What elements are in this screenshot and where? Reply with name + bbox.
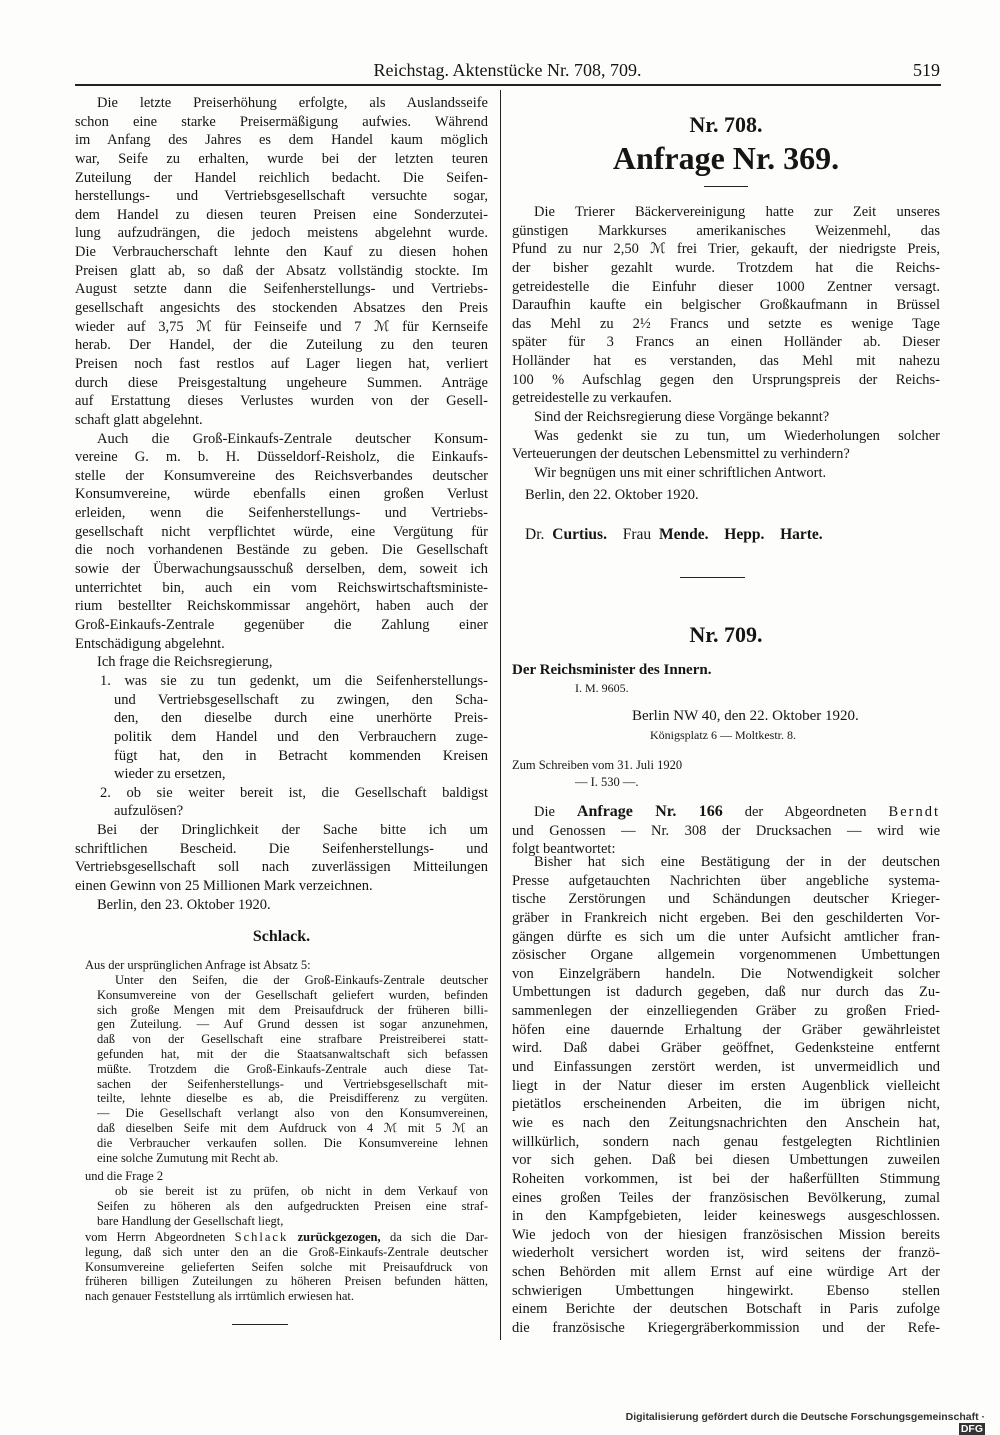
text-line: durch diese Preisgestaltung ungeheure Summen. Anträge (75, 374, 488, 391)
text-line (85, 1230, 488, 1245)
text-line: legung, daß sich unter den an die Groß-Einkaufs-Zentrale deutscher (85, 1244, 488, 1259)
column-divider (500, 90, 501, 1340)
text-line: Wie jedoch von der hiesigen französischen Mission bereits (512, 1226, 940, 1243)
text-line: die noch vorhandenen Bestände zu geben. Die Gesellschaft (75, 542, 488, 559)
text-line: früheren billigen Zuteilungen zu höheren Preisen befunden hätten, (85, 1274, 488, 1289)
text-line: im Anfang des Jahres es dem Handel kaum möglich (75, 132, 488, 149)
text-line: herstellungs- und Vertriebsgesellschaft versuchte sogar, (75, 188, 488, 205)
text-line: teilte, lehnte dieselbe es ab, die Preisdifferenz zu vergüten. (97, 1091, 488, 1106)
text-line: wie es nach den Zeitungsnachrichten den Anschein hat, (512, 1114, 940, 1131)
text-line: Konsumvereine gelieferten Seifen solche mit Preisaufdruck von (85, 1259, 488, 1274)
text-line: Bei der Dringlichkeit der Sache bitte ich um (97, 822, 488, 838)
header-rule (75, 84, 941, 86)
text-line: 2. ob sie weiter bereit ist, die Gesellschaft baldigst (100, 784, 488, 801)
text-line: die Verbraucher verkaufen sollen. Die Konsumvereine lehnen (97, 1135, 488, 1150)
text-line: von Einzelgräbern handeln. Die Notwendigkeit solcher (512, 965, 940, 982)
text-line: Daraufhin kaufte ein belgischer Großkaufmann in Brüssel (512, 297, 940, 314)
nr-708-heading: Nr. 708. (689, 112, 763, 137)
text-line: schen Behörden mit allem Ernst auf eine würdige Art der (512, 1264, 940, 1281)
dfg-logo: DFG (960, 1423, 983, 1435)
text-line: aufzulösen? (114, 803, 184, 820)
bold-text: zurückgezogen, (297, 1230, 381, 1244)
text-line: politik dem Handel und den Verbrauchern zuge- (114, 728, 488, 745)
text-line: Pfund zu nur 2,50 ℳ frei Trier, gekauft, der niedrigste Preis, (512, 241, 940, 258)
text-line: stelle der Konsumvereine des Reichsverbandes deutscher (75, 467, 488, 484)
text-line: einem Berichte der deutschen Botschaft in Paris zufolge (512, 1301, 940, 1318)
text-line: müßte. Trotzdem die Groß-Einkaufs-Zentrale auch diese Tat- (97, 1061, 488, 1076)
note-end (85, 1230, 488, 1304)
text-line: nach genauer Feststellung als irrtümlich erwiesen hat. (85, 1289, 355, 1304)
text-line (512, 803, 940, 822)
title-rule (704, 186, 748, 187)
text-line: Auch die Groß-Einkaufs-Zentrale deutscher Konsum- (97, 430, 488, 447)
text-line: eines großen Teiles der französischen Bevölkerung, zumal (512, 1189, 940, 1206)
text: Dr. (525, 526, 545, 543)
anfrage-166: Anfrage Nr. 166 (576, 803, 723, 820)
text-line: schriftlichen Bescheid. Die Seifenherstellungs- und (75, 840, 488, 857)
text-line: günstigen Markkurses amerikanisches Weizenmehl, das (512, 222, 940, 239)
text-line: sammenlegen der einzelliegenden Gräber zu großen Fried- (512, 1003, 940, 1020)
text-line: der bisher gezahlt wurde. Trotzdem hat die Reichs- (512, 259, 940, 276)
quote-absatz-5 (97, 973, 488, 1165)
address: Königsplatz 6 — Moltkestr. 8. (650, 728, 796, 742)
text-line: 1. was sie zu tun gedenkt, um die Seifenherstellungs- (100, 673, 488, 689)
reply-reference: — I. 530 —. (575, 775, 639, 789)
text-line: Seifen zu höheren als den aufgedruckten Preisen eine straf- (97, 1198, 488, 1213)
name-berndt: Berndt (888, 804, 940, 820)
text-line: wieder auf 3,75 ℳ für Feinseife und 7 ℳ für Kernseife (75, 318, 488, 335)
text-line: herab. Der Handel, der die Zuteilung zu den teuren (75, 337, 488, 354)
text-line: Konsumvereine von der Gesellschaft geliefert wurden, befinden (97, 987, 488, 1002)
text-line: sich große Mengen mit dem Preisaufdruck der früheren billi- (97, 1002, 488, 1017)
text-line: in den Kampfgebieten, leider keineswegs ausgeschlossen. (512, 1208, 940, 1225)
text-line: Die letzte Preiserhöhung erfolgte, als Auslandsseife (97, 95, 488, 111)
text-line: sachen der Seifenherstellungs- und Vertriebsgesellschaft mit- (97, 1076, 488, 1091)
text-line: Die Verbraucherschaft lehnte den Kauf zu diesen hohen (75, 244, 488, 261)
text-line: dem Handel zu diesen teuren Preisen eine Sonderzutei- (75, 206, 488, 223)
text-line: Was gedenkt sie zu tun, um Wiederholungen solcher (534, 427, 940, 444)
signer-harte: Harte. (780, 526, 823, 543)
text-line: bare Handlung der Gesellschaft liegt, (97, 1213, 284, 1228)
text-line: Unter den Seifen, die der Groß-Einkaufs-Zentrale deutscher (115, 973, 488, 987)
note-end-lines (85, 1245, 488, 1304)
note-mid (85, 1169, 488, 1184)
footer-credit (600, 1411, 985, 1435)
text-line: liegt in der Natur dieser im ersten Augenblick vielleicht (512, 1077, 940, 1094)
text-line: tische Zerstörungen und Schändungen deutscher Krieger- (512, 891, 940, 908)
anfrage-369-text (512, 203, 940, 483)
left-text (75, 94, 488, 672)
text-line: und Genossen — Nr. 308 der Drucksachen — wird wie (512, 822, 940, 839)
text-line: Presse aufgetauchten Nachrichten über angebliche systema- (512, 872, 940, 889)
text-line: gesellschaft angesichts des stockenden Absatzes den Preis (75, 300, 488, 317)
text-line: Zuteilung der Handel reichlich bedacht. Die Seifen- (75, 169, 488, 186)
signers (525, 526, 823, 544)
text-line: das Mehl zu 2½ Francs und setzte es wenige Tage (512, 315, 940, 332)
text: Frau (622, 526, 652, 543)
answer-intro (512, 803, 940, 859)
quote-frage-2 (97, 1184, 488, 1228)
text-line: Bisher hat sich eine Bestätigung der in der deutschen (534, 854, 940, 870)
text-line: 100 % Aufschlag gegen den Ursprungspreis der Reichs- (512, 371, 940, 388)
text-line: auf Erstattung dieses Verlustes wurden von der Gesell- (75, 393, 488, 410)
text-line: den, den dieselbe durch eine unerhörte Preis- (114, 710, 488, 727)
text-line: Wir begnügen uns mit einer schriftlichen Antwort. (534, 464, 827, 481)
page-number: 519 (913, 60, 940, 80)
reference-number: I. M. 9605. (575, 681, 629, 695)
text-line: wird. Daß dabei Gräber geöffnet, Gedenksteine entfernt (512, 1040, 940, 1057)
text: Die (534, 804, 555, 820)
text-line: Konsumvereine, würde ebenfalls einen großen Verlust (75, 486, 488, 503)
name-schlack: Schlack (234, 1230, 289, 1244)
signer-curtius: Curtius. (552, 526, 607, 543)
text-line: zösischer Organe allgemein vorgenommenen Umbettungen (512, 947, 940, 964)
text-line: sowie der Überwachungsausschuß derselben, dem, soweit ich (75, 561, 488, 578)
answer-text (512, 853, 940, 1338)
text-line: getreidestelle zu verkaufen. (512, 390, 672, 407)
text-line: gesellschaft nicht verpflichtet würde, eine Vergütung für (75, 523, 488, 540)
text-line: daß von der Gesellschaft eine strafbare Preistreiberei statt- (97, 1032, 488, 1047)
text-line: August setzte dann die Seifenherstellungs- und Vertriebs- (75, 281, 488, 298)
running-header: Reichstag. Aktenstücke Nr. 708, 709. (373, 60, 642, 80)
place-date: Berlin NW 40, den 22. Oktober 1920. (632, 708, 859, 724)
text-line: eine solche Zumutung mit Recht ab. (97, 1150, 279, 1165)
text-line: gen Zuteilung. — Auf Grund dessen ist sogar anzunehmen, (97, 1017, 488, 1032)
text: der Abgeordneten (744, 804, 867, 820)
text-line: fügt hat, den in Betracht kommenden Kreisen (114, 747, 488, 764)
text-line: Groß-Einkaufs-Zentrale gegenüber die Zahlung einer (75, 616, 488, 633)
text-line: daß dieselben Seife mit dem Aufdruck von 4 ℳ mit 5 ℳ an (97, 1120, 488, 1135)
text-line: schon eine starke Preisermäßigung aufwies. Während (75, 113, 488, 130)
sender: Der Reichsminister des Innern. (512, 662, 712, 678)
text-line: getreidestelle die Einfuhr dieser 1000 Zentner versagt. (512, 278, 940, 295)
text-line: rium bestellter Reichskommissar angehört, haben auch der (75, 598, 488, 615)
text-line: und die Frage 2 (85, 1169, 164, 1183)
text: vom Herrn Abgeordneten (85, 1230, 226, 1244)
text-line: vor sich gehen. Daß bei diesen Umbettungen zuweilen (512, 1152, 940, 1169)
anfrage-369-title: Anfrage Nr. 369. (612, 140, 840, 176)
text-line: Die Trierer Bäckervereinigung hatte zur Zeit unseres (534, 204, 940, 220)
text-line: Umbettungen ist dadurch gegeben, daß nur durch das Zu- (512, 984, 940, 1001)
credit-text: Digitalisierung gefördert durch die Deutsche Forschungsgemeinschaft · (625, 1411, 985, 1423)
text-line: Preisen glatt ab, so daß der Absatz vollständig stockte. Im (75, 262, 488, 279)
text-line: Verteuerungen der deutschen Lebensmittel zu verhindern? (512, 446, 850, 463)
text-line: schaft glatt abgelehnt. (75, 411, 203, 428)
text-line: Ich frage die Reichsregierung, (97, 654, 273, 671)
text-line: höfen eine dauernde Erhaltung der Gräber gewährleistet (512, 1021, 940, 1038)
text-line: gefunden hat, mit der die Staatsanwaltschaft sich befassen (97, 1046, 488, 1061)
text-line: Sind der Reichsregierung diese Vorgänge bekannt? (534, 409, 830, 426)
text-line: erleiden, wenn die Seifenherstellungs- und Vertriebs- (75, 505, 488, 522)
text-line: ob sie bereit ist zu prüfen, ob nicht in dem Verkauf von (115, 1184, 488, 1198)
nr-709-heading: Nr. 709. (689, 622, 763, 647)
text-line: gräber in Frankreich nicht ergeben. Bei den geschilderten Vor- (512, 909, 940, 926)
reply-to: Zum Schreiben vom 31. Juli 1920 (512, 758, 683, 772)
text-line: die französische Kriegergräberkommission und der Refe- (512, 1320, 940, 1337)
date-708: Berlin, den 22. Oktober 1920. (525, 487, 699, 503)
text-line: und Vertriebsgesellschaft zu zwingen, den Scha- (114, 691, 488, 708)
text-line: war, Seife zu erhalten, wurde bei der letzten teuren (75, 150, 488, 167)
note-intro (85, 958, 488, 973)
end-rule (232, 1324, 288, 1325)
text-line: Preisen noch fast restlos auf Lager liegen hat, verliert (75, 355, 488, 372)
text-line: lung aufzudrängen, die jedoch meistens abgelehnt wurde. (75, 225, 488, 242)
text-line: — Die Gesellschaft verlangt also von den Konsumvereinen, (97, 1106, 488, 1121)
text-line: unterrichtet bin, auch ein vom Reichswirtschaftsministe- (75, 579, 488, 596)
text-line: wieder zu ersetzen, (114, 766, 226, 783)
text-line: und Einfassungen zerstört werden, ist unvermeidlich und (512, 1059, 940, 1076)
text-line: pietätlos erscheinenden Arbeiten, die im übrigen nicht, (512, 1096, 940, 1113)
question-list (100, 672, 488, 821)
signer-mende: Mende. (659, 526, 709, 543)
signature-schlack: Schlack. (252, 928, 311, 945)
text-line: Holländer hat es verstanden, das Mehl mit nahezu (512, 353, 940, 370)
text-line: wiederholt versichert worden ist, wird seitens der franzö- (512, 1245, 940, 1262)
text-line: Berlin, den 23. Oktober 1920. (97, 896, 271, 913)
text-line: Roheiten vorkommen, ist bei der haßerfüllten Stimmung (512, 1170, 940, 1187)
text-line: Vertriebsgesellschaft soll nach zuverlässigen Mitteilungen (75, 859, 488, 876)
text-line: später für 3 Francs an einen Holländer ab. Dieser (512, 334, 940, 351)
text-line: vereine G. m. b. H. Düsseldorf-Reisholz, die Einkaufs- (75, 449, 488, 466)
section-rule (680, 577, 745, 578)
text-line: schwierigen Umbettungen hingewirkt. Ebenso stellen (512, 1282, 940, 1299)
text-line: willkürlich, sondern nach genau festgelegten Richtlinien (512, 1133, 940, 1150)
left-closing (75, 821, 488, 914)
text-line: Entschädigung abgelehnt. (75, 635, 225, 652)
text-line: Aus der ursprünglichen Anfrage ist Absatz 5: (85, 958, 311, 972)
text-line: folgt beantwortet: (512, 841, 616, 858)
text-line: gängen dürfte es sich um die unter Aufsicht amtlicher fran- (512, 928, 940, 945)
signer-hepp: Hepp. (724, 526, 765, 543)
text: da sich die Dar- (390, 1230, 488, 1244)
text-line: einen Gewinn von 25 Millionen Mark verzeichnen. (75, 877, 373, 894)
